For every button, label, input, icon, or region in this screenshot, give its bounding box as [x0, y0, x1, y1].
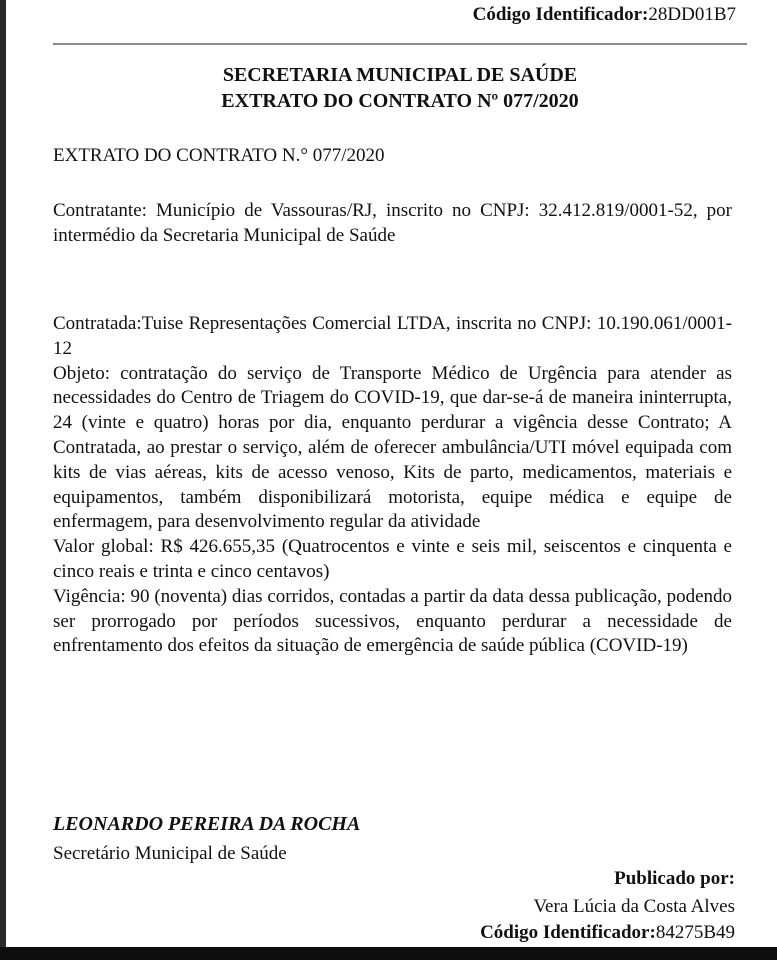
title-line-2: EXTRATO DO CONTRATO Nº 077/2020: [221, 90, 579, 112]
published-by-label: Publicado por:: [614, 868, 735, 889]
header-divider: [53, 43, 747, 45]
contract-details: [53, 312, 732, 659]
objeto-paragraph: Objeto: contratação do serviço de Transporte Médico de Urgência para atender as necessidades do Centro de Triagem do COVID-19, que dar-se-á de maneira ininterrupta, 24 (vinte e quatro) horas por dia, enquanto perdurar a vigência desse Contrato; A Contratada, ao prestar o serviço, além de oferecer ambulância/UTI móvel equipada com kits de vias aéreas, kits de acesso venoso, Kits de parto, medicamentos, materiais e equipamentos, também disponibilizará motorista, equipe médica e equipe de enfermagem, para desenvolvimento regular da atividade: [53, 362, 732, 533]
contratada-paragraph: Contratada:Tuise Representações Comercial LTDA, inscrita no CNPJ: 10.190.061/0001-12: [53, 313, 732, 359]
vigencia-paragraph: Vigência: 90 (noventa) dias corridos, contadas a partir da data dessa publicação, podendo ser prorrogado por períodos sucessivos, enquanto perdurar a necessidade de enfrentamento dos efeitos da situação de emergência de saúde pública (COVID-19): [53, 585, 732, 657]
signatory-role: Secretário Municipal de Saúde: [53, 843, 287, 864]
contratante-paragraph: Contratante: Município de Vassouras/RJ, inscrito no CNPJ: 32.412.819/0001-52, por intermédio da Secretaria Municipal de Saúde: [53, 200, 732, 246]
top-identifier-code: [473, 4, 736, 26]
left-border: [0, 0, 6, 960]
document-title: [53, 62, 747, 114]
publisher-name: Vera Lúcia da Costa Alves: [533, 896, 735, 917]
publication-code-label: Código Identificador:: [480, 922, 656, 943]
top-code-value: 28DD01B7: [648, 4, 736, 25]
bottom-bar: [0, 947, 777, 960]
title-line-1: SECRETARIA MUNICIPAL DE SAÚDE: [222, 64, 578, 86]
extract-reference: EXTRATO DO CONTRATO N.° 077/2020: [53, 145, 385, 166]
top-code-label: Código Identificador:: [472, 4, 649, 25]
valor-global-paragraph: Valor global: R$ 426.655,35 (Quatrocentos e vinte e seis mil, seiscentos e cinquenta e cinco reais e trinta e cinco centavos): [53, 536, 732, 582]
publication-code-value: 84275B49: [655, 922, 735, 943]
publication-identifier-code: [480, 922, 735, 944]
signatory-name: LEONARDO PEREIRA DA ROCHA: [53, 813, 361, 835]
